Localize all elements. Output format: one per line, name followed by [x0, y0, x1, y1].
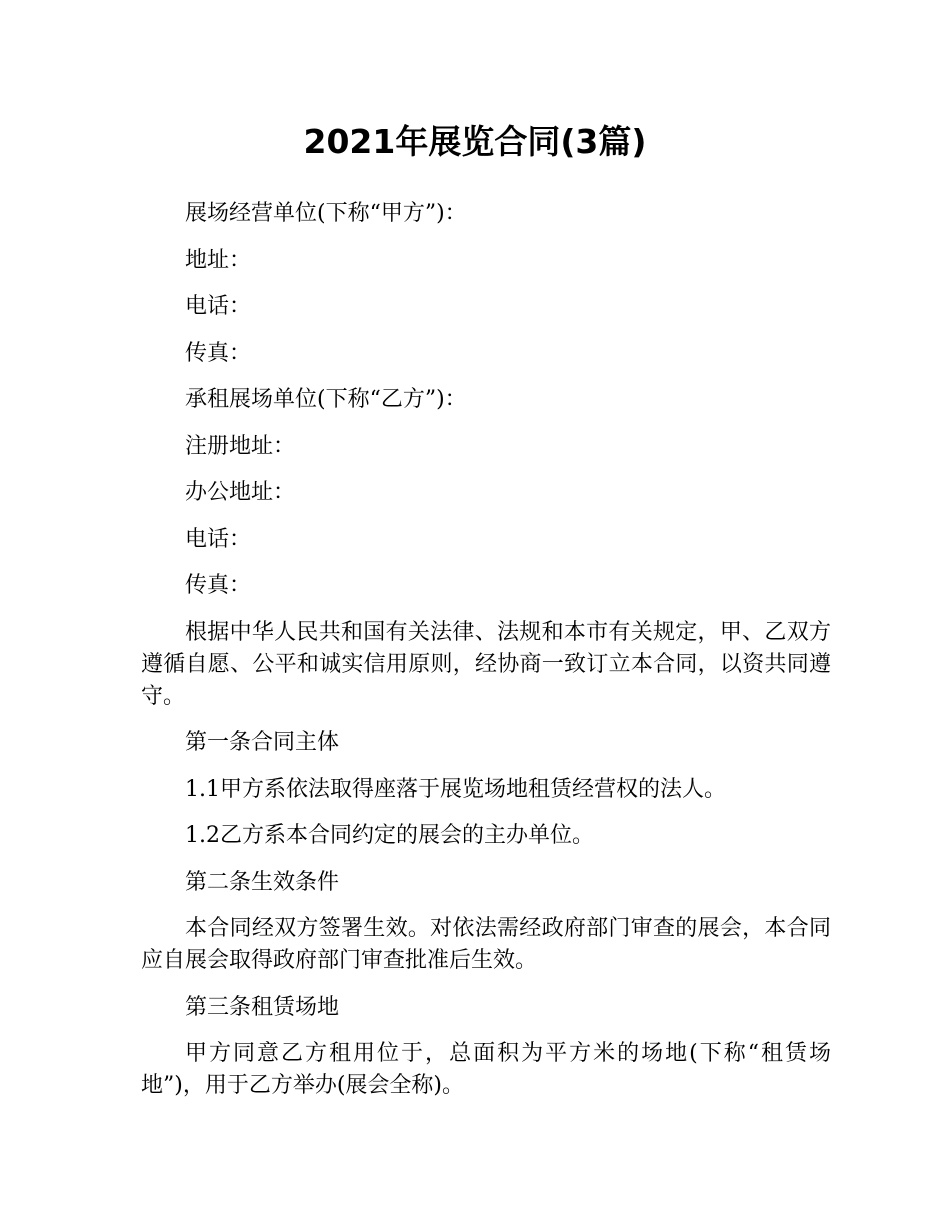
paragraph-party-b-office-address: 办公地址：	[185, 480, 296, 505]
paragraph-party-a-address: 地址：	[185, 247, 252, 273]
paragraph-article-3-body: 甲方同意乙方租用位于，总面积为平方米的场地(下称“租赁场地”)，用于乙方举办(展会全称)。	[141, 1041, 831, 1098]
paragraph-clause-1-2: 1.2乙方系本合同约定的展会的主办单位。	[185, 823, 594, 848]
heading-article-2: 第二条生效条件	[185, 869, 340, 895]
document-title: 2021年展览合同(3篇)	[303, 122, 647, 161]
document-body	[141, 198, 831, 1117]
paragraph-party-a-phone: 电话：	[185, 294, 252, 319]
paragraph-party-a: 展场经营单位(下称“甲方”)：	[185, 201, 467, 226]
paragraph-preamble: 根据中华人民共和国有关法律、法规和本市有关规定，甲、乙双方遵循自愿、公平和诚实信用原则，经协商一致订立本合同，以资共同遵守。	[141, 619, 831, 709]
paragraph-party-b-registered-address: 注册地址：	[185, 433, 296, 459]
paragraph-party-b-fax: 传真：	[185, 573, 252, 598]
paragraph-party-b-phone: 电话：	[185, 526, 252, 552]
heading-article-1: 第一条合同主体	[185, 730, 340, 755]
paragraph-clause-1-1: 1.1甲方系依法取得座落于展览场地租赁经营权的法人。	[185, 776, 726, 802]
paragraph-party-b: 承租展场单位(下称“乙方”)：	[185, 387, 467, 412]
heading-article-3: 第三条租赁场地	[185, 994, 340, 1020]
paragraph-article-2-body: 本合同经双方签署生效。对依法需经政府部门审查的展会，本合同应自展会取得政府部门审查批准后生效。	[141, 916, 831, 973]
paragraph-party-a-fax: 传真：	[185, 340, 252, 366]
